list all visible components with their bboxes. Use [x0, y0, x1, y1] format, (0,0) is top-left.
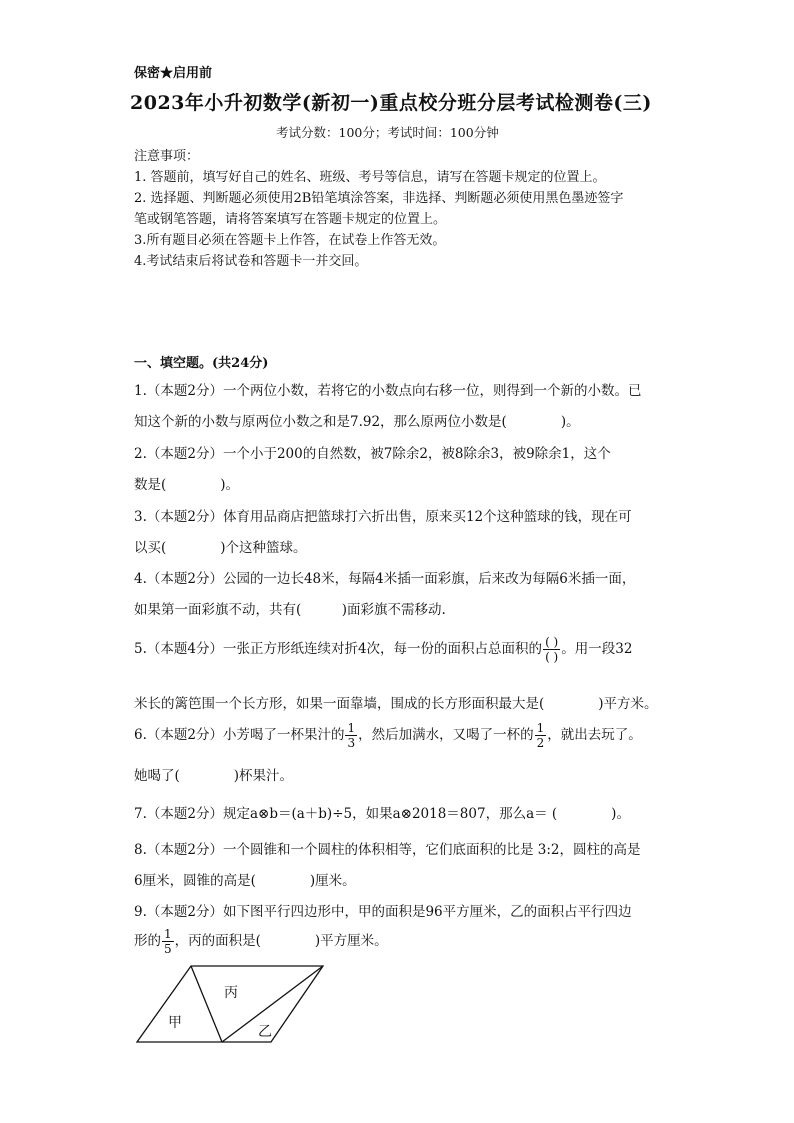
question-5-line-2: 米长的篱笆围一个长方形，如果一面靠墙，围成的长方形面积最大是( )平方米。 — [134, 696, 658, 712]
fraction-numerator: 1 — [536, 721, 545, 735]
region-label-bing: 丙 — [224, 985, 238, 1001]
question-6-fraction-2 — [535, 722, 547, 749]
question-6-line-2: 她喝了( )杯果汁。 — [134, 768, 294, 784]
exam-title: 2023年小升初数学(新初一)重点校分班分层考试检测卷(三) — [130, 92, 652, 114]
question-4-line-2: 如果第一面彩旗不动，共有( )面彩旗不需移动. — [134, 602, 446, 618]
question-9-text-a: 形的 — [134, 933, 161, 949]
section-title: 一、填空题。(共24分) — [134, 356, 269, 371]
question-6-line-1 — [134, 722, 642, 749]
region-label-yi: 乙 — [258, 1024, 272, 1040]
question-6-text-a: 6.（本题2分）小芳喝了一杯果汁的 — [134, 727, 345, 743]
fraction-denominator: 5 — [164, 942, 172, 956]
question-9-line-2 — [134, 928, 388, 955]
notes-block — [134, 146, 694, 272]
notes-item: 3.所有题目必须在答题卡上作答，在试卷上作答无效。 — [134, 233, 446, 248]
notes-heading: 注意事项： — [134, 149, 200, 164]
question-3-line-1: 3.（本题2分）体育用品商店把篮球打六折出售，原来买12个这种篮球的钱，现在可 — [134, 509, 632, 525]
question-6-text-b: ，然后加满水，又喝了一杯的 — [358, 727, 534, 743]
parallelogram-figure — [130, 960, 330, 1050]
notes-item: 1. 答题前，填写好自己的姓名、班级、考号等信息，请写在答题卡规定的位置上。 — [134, 170, 606, 185]
question-9-fraction — [162, 928, 174, 955]
notes-item: 4.考试结束后将试卷和答题卡一并交回。 — [134, 254, 368, 269]
notes-item: 2. 选择题、判断题必须使用2B铅笔填涂答案，非选择、判断题必须使用黑色墨迹签字 — [134, 191, 624, 206]
exam-subtitle: 考试分数：100分；考试时间：100分钟 — [276, 125, 499, 140]
fraction-numerator: 1 — [347, 721, 356, 735]
question-6-text-c: ，就出去玩了。 — [547, 727, 642, 743]
question-5-text-a: 5.（本题4分）一张正方形纸连续对折4次，每一份的面积占总面积的 — [134, 641, 543, 657]
question-5-text-b: 。用一段32 — [561, 641, 633, 657]
fraction-denominator: 2 — [536, 736, 545, 750]
question-9-text-b: ，丙的面积是( )平方厘米。 — [174, 933, 388, 949]
question-6-fraction-1 — [345, 722, 357, 749]
divider-line-diagonal — [222, 966, 323, 1042]
question-8-line-1: 8.（本题2分）一个圆锥和一个圆柱的体积相等，它们底面积的比是 3:2，圆柱的高是 — [134, 842, 641, 858]
fraction-denominator: ( ) — [545, 650, 559, 664]
question-2-line-2: 数是( )。 — [134, 477, 240, 493]
fraction-numerator: 1 — [164, 927, 172, 941]
question-8-line-2: 6厘米，圆锥的高是( )厘米。 — [134, 873, 356, 889]
question-9-line-1: 9.（本题2分）如下图平行四边形中，甲的面积是96平方厘米，乙的面积占平行四边 — [134, 904, 632, 920]
question-1-line-2: 知这个新的小数与原两位小数之和是7.92，那么原两位小数是( )。 — [134, 414, 580, 430]
question-5-line-1 — [134, 636, 632, 663]
region-label-jia: 甲 — [168, 1015, 182, 1031]
notes-item: 笔或钢笔答题，请将答案填写在答题卡规定的位置上。 — [134, 212, 447, 227]
question-5-fraction — [543, 636, 560, 663]
confidential-mark: 保密★启用前 — [134, 66, 213, 81]
divider-line-left — [191, 966, 222, 1042]
question-2-line-1: 2.（本题2分）一个小于200的自然数，被7除余2，被8除余3，被9除余1，这个 — [134, 446, 611, 462]
parallelogram-outline — [137, 966, 323, 1042]
fraction-denominator: 3 — [347, 736, 356, 750]
question-3-line-2: 以买( )个这种篮球。 — [134, 540, 307, 556]
question-4-line-1: 4.（本题2分）公园的一边长48米，每隔4米插一面彩旗，后来改为每隔6米插一面， — [134, 571, 636, 587]
fraction-numerator: ( ) — [545, 635, 559, 649]
question-7-line-1: 7.（本题2分）规定a⊗b＝(a＋b)÷5，如果a⊗2018＝807，那么a＝ ( )。 — [134, 806, 630, 822]
question-1-line-1: 1.（本题2分）一个两位小数，若将它的小数点向右移一位，则得到一个新的小数。已 — [134, 383, 642, 399]
